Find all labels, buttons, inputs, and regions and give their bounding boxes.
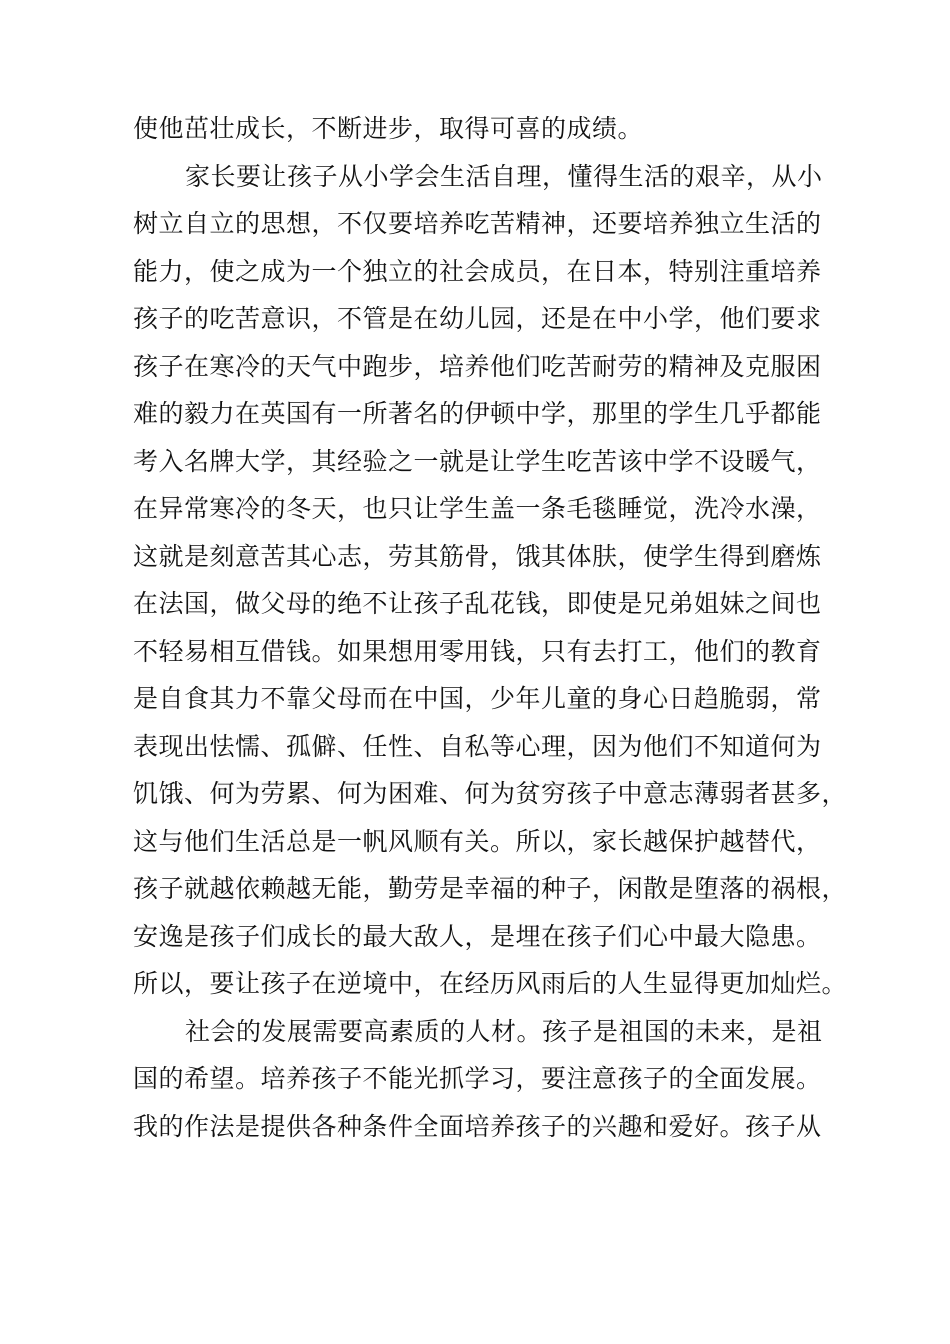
text-line: 饥饿、何为劳累、何为困难、何为贫穷孩子中意志薄弱者甚多，: [133, 779, 848, 808]
text-line: 难的毅力在英国有一所著名的伊顿中学，那里的学生几乎都能: [133, 399, 822, 428]
text-line: 使他茁壮成长，不断进步，取得可喜的成绩。: [133, 114, 644, 143]
text-line: 能力，使之成为一个独立的社会成员，在日本，特别注重培养: [133, 256, 822, 286]
text-line: 安逸是孩子们成长的最大敌人，是埋在孩子们心中最大隐患。: [133, 921, 822, 951]
text-line: 孩子就越依赖越无能，勤劳是幸福的种子，闲散是堕落的祸根，: [133, 874, 848, 903]
text-line: 不轻易相互借钱。如果想用零用钱，只有去打工，他们的教育: [133, 636, 822, 666]
text-line: 社会的发展需要高素质的人材。孩子是祖国的未来，是祖: [185, 1016, 823, 1046]
text-line: 孩子的吃苦意识，不管是在幼儿园，还是在中小学，他们要求: [133, 304, 822, 333]
text-line: 国的希望。培养孩子不能光抓学习，要注意孩子的全面发展。: [133, 1064, 822, 1093]
text-line: 考入名牌大学，其经验之一就是让学生吃苦该中学不设暖气，: [133, 446, 822, 476]
text-line: 这与他们生活总是一帆风顺有关。所以，家长越保护越替代，: [133, 826, 822, 856]
text-line: 表现出怯懦、孤僻、任性、自私等心理，因为他们不知道何为: [133, 731, 822, 761]
text-line: 树立自立的思想，不仅要培养吃苦精神，还要培养独立生活的: [133, 209, 822, 238]
text-line: 家长要让孩子从小学会生活自理，懂得生活的艰辛，从小: [185, 161, 823, 191]
text-line: 是自食其力不靠父母而在中国，少年儿童的身心日趋脆弱，常: [133, 684, 822, 713]
text-line: 我的作法是提供各种条件全面培养孩子的兴趣和爱好。孩子从: [133, 1111, 822, 1141]
text-line: 在异常寒冷的冬天，也只让学生盖一条毛毯睡觉，洗冷水澡，: [133, 494, 822, 523]
text-line: 孩子在寒冷的天气中跑步，培养他们吃苦耐劳的精神及克服困: [133, 351, 822, 381]
text-line: 这就是刻意苦其心志，劳其筋骨，饿其体肤，使学生得到磨炼: [133, 541, 822, 571]
body-text: [133, 105, 853, 1150]
text-line: 在法国，做父母的绝不让孩子乱花钱，即使是兄弟姐妹之间也: [133, 589, 822, 618]
text-line: 所以，要让孩子在逆境中，在经历风雨后的人生显得更加灿烂。: [133, 969, 848, 998]
